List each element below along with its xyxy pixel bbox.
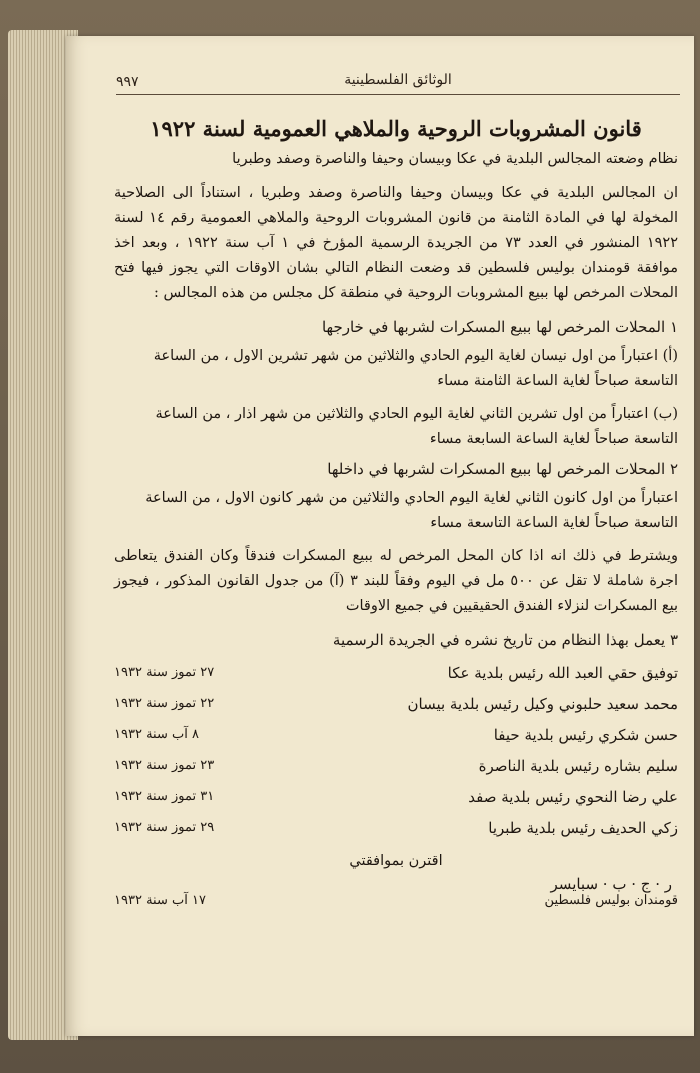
signature-row (114, 688, 678, 719)
document-title: قانون المشروبات الروحية والملاهي العمومية لسنة ١٩٢٢ (150, 116, 642, 141)
commander-block (114, 875, 678, 908)
section-1-item-a: (أ) اعتباراً من اول نيسان لغاية اليوم الحادي والثلاثين من شهر تشرين الاول ، من الساعة التاسعة صباحاً لغاية الساعة الثامنة مساء (153, 348, 678, 389)
page-header (116, 70, 680, 95)
signature-row (114, 781, 678, 812)
signature-date: ٢٣ تموز سنة ١٩٣٢ (114, 758, 215, 773)
signature-row (114, 657, 678, 688)
signature-name: زكي الحديف رئيس بلدية طبريا (488, 818, 678, 837)
section-1-heading: ١ المحلات المرخص لها ببيع المسكرات لشربها في خارجها (321, 318, 678, 336)
final-date: ١٧ آب سنة ١٩٣٢ (114, 893, 206, 908)
signature-name: توفيق حقي العبد الله رئيس بلدية عكا (447, 663, 678, 682)
signature-row (114, 719, 678, 750)
intro-paragraph: ان المجالس البلدية في عكا وبيسان وحيفا والناصرة وصفد وطبريا ، استناداً الى الصلاحية المخولة لها في المادة الثامنة من قانون المشروبات الروحية والملاهي العمومية رقم ١٤ لسنة ١٩٢٢ المنشور في العدد ٧٣ من الجريدة الرسمية المؤرخ في ١ آب سنة ١٩٢٢ ، وبعد اخذ موافقة قومندان بوليس فلسطين قد وضعت النظام التالي بشان الاوقات التي يجوز فيها فتح المحلات المرخص لها ببيع المشروبات الروحية في منطقة كل مجلس من هذه المجالس : (114, 185, 678, 301)
signature-date: ٢٢ تموز سنة ١٩٣٢ (114, 696, 215, 711)
signature-name: محمد سعيد حلبوني وكيل رئيس بلدية بيسان (407, 694, 678, 713)
section-3: ٣ يعمل بهذا النظام من تاريخ نشره في الجريدة الرسمية (332, 631, 678, 649)
signature-date: ٢٩ تموز سنة ١٩٣٢ (114, 820, 215, 835)
signature-date: ٨ آب سنة ١٩٣٢ (114, 727, 199, 742)
section-1-item-b: (ب) اعتباراً من اول تشرين الثاني لغاية اليوم الحادي والثلاثين من شهر اذار ، من الساعة التاسعة صباحاً لغاية الساعة السابعة مساء (155, 406, 678, 447)
signature-row (114, 750, 678, 781)
condition-paragraph: ويشترط في ذلك انه اذا كان المحل المرخص له ببيع المسكرات فندقاً وكان الفندق يتعاطى اجرة شاملة لا تقل عن ٥٠٠ مل في اليوم وفقاً للبند ٣ (آ) من جدول القانون المذكور ، فيجوز بيع المسكرات لنزلاء الفندق الحقيقيين في جميع الاوقات (114, 548, 678, 614)
book-page (66, 36, 694, 1036)
signature-date: ٣١ تموز سنة ١٩٣٢ (114, 789, 215, 804)
document-body (114, 116, 678, 908)
running-title: الوثائق الفلسطينية (344, 72, 452, 88)
document-subtitle: نظام وضعته المجالس البلدية في عكا وبيسان وحيفا والناصرة وصفد وطبريا (232, 151, 678, 167)
commander-title: قومندان بوليس فلسطين (544, 893, 678, 908)
page-number: ٩٩٧ (116, 74, 139, 90)
signature-name: سليم بشاره رئيس بلدية الناصرة (478, 756, 678, 775)
signature-name: علي رضا النحوي رئيس بلدية صفد (468, 787, 678, 806)
signatures-list (114, 657, 678, 843)
commander-name: ر · ج · ب · سبايسر (550, 875, 672, 893)
commander-signature (545, 875, 678, 908)
section-2-heading: ٢ المحلات المرخص لها ببيع المسكرات لشربها في داخلها (327, 460, 678, 478)
signature-date: ٢٧ تموز سنة ١٩٣٢ (114, 665, 215, 680)
section-2-text: اعتباراً من اول كانون الثاني لغاية اليوم الحادي والثلاثين من شهر كانون الاول ، من الساعة التاسعة صباحاً لغاية الساعة التاسعة مساء (145, 490, 678, 531)
signature-name: حسن شكري رئيس بلدية حيفا (493, 725, 678, 744)
approval-line: اقترن بموافقتي (349, 853, 443, 869)
signature-row (114, 812, 678, 843)
